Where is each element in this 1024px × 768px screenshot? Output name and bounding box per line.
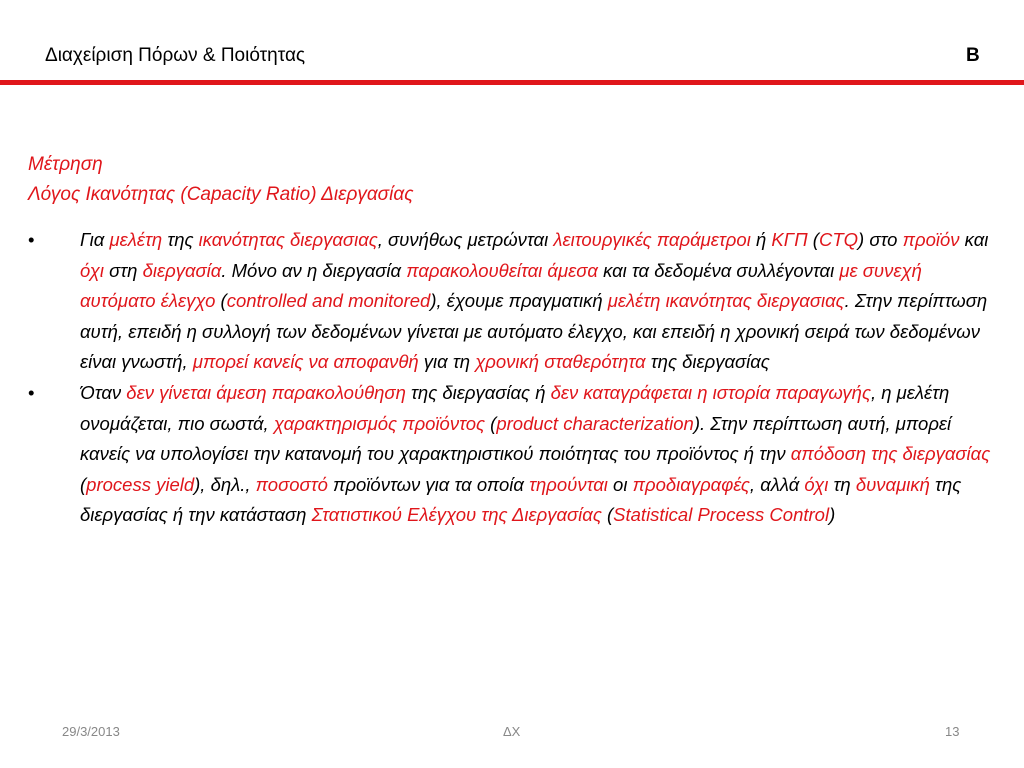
highlighted-term: μπορεί κανείς να αποφανθή xyxy=(192,351,419,373)
header-title: Διαχείριση Πόρων & Ποιότητας xyxy=(45,45,306,66)
highlighted-term: CTQ xyxy=(818,229,859,250)
text-segment: , η μελέτη ονομάζεται, πιο σωστά, xyxy=(80,381,950,434)
text-segment: προϊόντων για τα οποία xyxy=(327,473,530,495)
slide-title-line-2: Λόγος Ικανότητας (Capacity Ratio) Διεργασίας xyxy=(28,184,414,205)
text-segment: ( xyxy=(80,473,87,495)
bullet-text xyxy=(80,382,990,525)
footer-date: 29/3/2013 xyxy=(62,724,120,739)
highlighted-term: μελέτη xyxy=(109,229,163,250)
text-segment: ( xyxy=(601,504,614,526)
text-segment: , αλλά xyxy=(749,473,805,495)
highlighted-term: χαρακτηρισμός προϊόντος xyxy=(273,412,486,434)
text-segment: της διεργασίας ή την κατάσταση xyxy=(80,473,962,526)
text-segment: , συνήθως μετρώνται xyxy=(377,229,554,250)
highlighted-term: μελέτη ικανότητας διεργασιας xyxy=(607,290,845,312)
text-segment: και τα δεδομένα συλλέγονται xyxy=(597,259,840,281)
footer-page-number: 13 xyxy=(945,724,960,739)
text-segment: για τη xyxy=(418,351,476,373)
text-segment: ). Στην περίπτωση αυτή, μπορεί κανείς να υπολογίσει την κατανομή του χαρακτηριστικού ποιότητας του προϊόντος ή την xyxy=(80,412,952,465)
highlighted-term: ικανότητας διεργασιας xyxy=(198,229,378,250)
text-segment: της διεργασίας ή xyxy=(405,381,551,403)
highlighted-term: ΚΓΠ xyxy=(771,229,808,250)
text-segment: ), έχουμε πραγματική xyxy=(430,290,608,312)
highlighted-term: όχι xyxy=(80,259,104,281)
highlighted-term: process yield xyxy=(86,473,195,495)
highlighted-term: product characterization xyxy=(496,412,694,434)
text-segment: τη xyxy=(828,473,856,495)
text-segment: ), δηλ., xyxy=(194,473,256,495)
highlighted-term: τηρούνται xyxy=(529,473,608,495)
text-segment: Όταν xyxy=(80,381,127,403)
highlighted-term: χρονική σταθερότητα xyxy=(475,351,646,373)
bullet-item-1 xyxy=(28,225,998,378)
text-segment: . Μόνο αν η διεργασία xyxy=(221,259,407,281)
highlighted-term: δεν γίνεται άμεση παρακολούθηση xyxy=(126,381,406,403)
text-segment: ) xyxy=(829,504,836,526)
highlighted-term: δυναμική xyxy=(855,473,930,495)
text-segment: ( xyxy=(215,290,227,312)
text-segment: της xyxy=(162,229,199,250)
text-segment: και xyxy=(959,229,989,250)
text-segment: ή xyxy=(750,229,772,250)
highlighted-term: προδιαγραφές xyxy=(632,473,750,495)
bullet-list xyxy=(28,225,998,531)
highlighted-term: διεργασία xyxy=(142,259,222,281)
text-segment: . Στην περίπτωση αυτή, επειδή η συλλογή των δεδομένων γίνεται με αυτόματο έλεγχο, και επειδή η χρονική σειρά των δεδομένων είναι γνωστή, xyxy=(80,290,988,373)
text-segment: Για xyxy=(80,229,110,250)
slide-title-line-1: Μέτρηση xyxy=(28,154,103,175)
text-segment: ( xyxy=(807,229,819,250)
highlighted-term: απόδοση της διεργασίας xyxy=(790,443,991,465)
highlighted-term: παρακολουθείται άμεσα xyxy=(406,259,598,281)
highlighted-term: Statistical Process Control xyxy=(613,504,830,526)
bullet-item-2 xyxy=(28,378,998,531)
bullet-text xyxy=(80,229,988,372)
bullet-marker: • xyxy=(28,229,35,250)
footer-author: ΔΧ xyxy=(503,724,521,739)
text-segment: ( xyxy=(485,412,497,434)
text-segment: της διεργασίας xyxy=(645,351,770,373)
header-divider xyxy=(0,80,1024,85)
header-section-letter: B xyxy=(966,45,980,66)
highlighted-term: με συνεχή αυτόματο έλεγχο xyxy=(80,259,922,312)
highlighted-term: λειτουργικές παράμετροι xyxy=(553,229,751,250)
text-segment: οι xyxy=(607,473,633,495)
highlighted-term: προϊόν xyxy=(902,229,960,250)
highlighted-term: όχι xyxy=(804,473,829,495)
highlighted-term: Στατιστικού Ελέγχου της Διεργασίας xyxy=(311,504,602,526)
slide-title xyxy=(28,150,413,210)
highlighted-term: δεν καταγράφεται η ιστορία παραγωγής xyxy=(550,381,871,403)
bullet-marker: • xyxy=(28,381,35,403)
highlighted-term: controlled and monitored xyxy=(226,290,431,312)
text-segment: στη xyxy=(103,259,143,281)
highlighted-term: ποσοστό xyxy=(255,473,328,495)
text-segment: ) στο xyxy=(858,229,903,250)
